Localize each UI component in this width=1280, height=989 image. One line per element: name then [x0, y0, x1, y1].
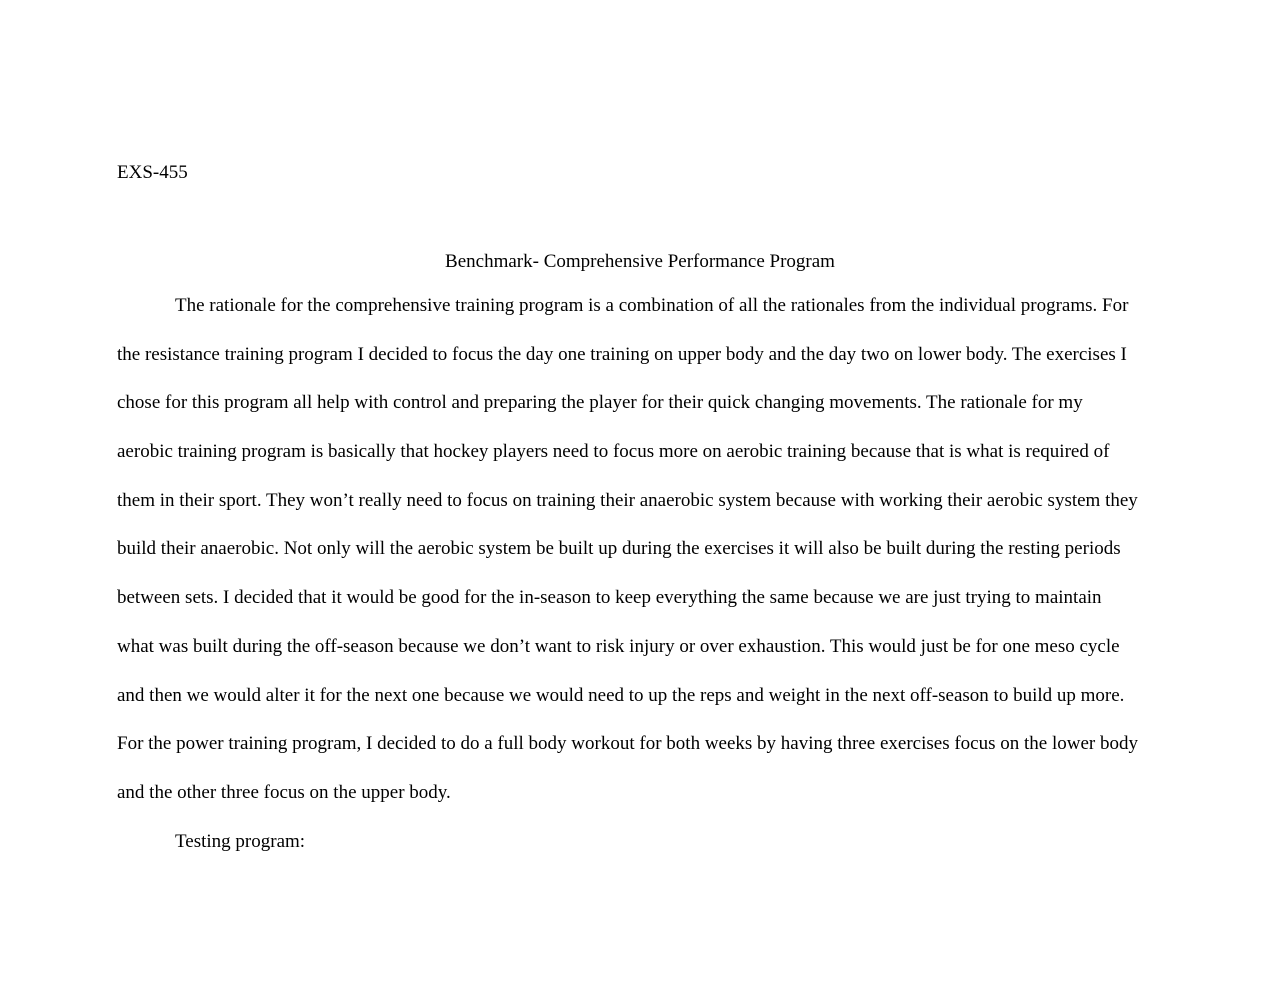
- paragraph-line: The rationale for the comprehensive training program is a combination of all the rationales from the individual programs. For: [175, 295, 1129, 316]
- paragraph-line: chose for this program all help with control and preparing the player for their quick changing movements. The rationale for my: [117, 392, 1083, 414]
- paragraph-line: build their anaerobic. Not only will the aerobic system be built up during the exercises it will also be built during the resting periods: [117, 538, 1121, 560]
- paragraph-line: between sets. I decided that it would be good for the in-season to keep everything the same because we are just trying to maintain: [117, 587, 1102, 609]
- document-title: Benchmark- Comprehensive Performance Program: [445, 251, 835, 272]
- document-body: [117, 291, 1177, 875]
- section-heading-testing: Testing program:: [175, 830, 306, 852]
- paragraph-line: what was built during the off-season because we don’t want to risk injury or over exhaustion. This would just be for one meso cycle: [117, 635, 1120, 657]
- paragraph-line: and the other three focus on the upper body.: [117, 781, 451, 803]
- paragraph-line: aerobic training program is basically that hockey players need to focus more on aerobic training because that is what is required of: [117, 441, 1110, 463]
- paragraph-line: the resistance training program I decided to focus the day one training on upper body and the day two on lower body. The exercises I: [117, 343, 1127, 365]
- paragraph-line: them in their sport. They won’t really need to focus on training their anaerobic system because with working their aerobic system they: [117, 489, 1138, 511]
- paragraph-line: For the power training program, I decided to do a full body workout for both weeks by having three exercises focus on the lower body: [117, 733, 1138, 755]
- course-code: EXS-455: [117, 162, 188, 183]
- paragraph-line: and then we would alter it for the next one because we would need to up the reps and weight in the next off-season to build up more.: [117, 684, 1125, 706]
